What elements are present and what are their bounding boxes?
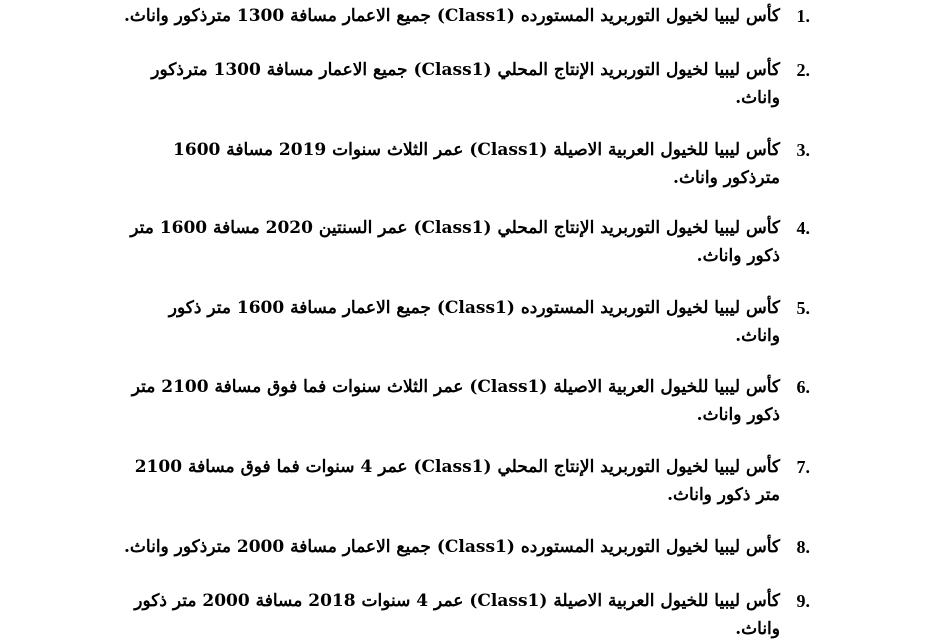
list-item [120,294,810,350]
list-item [120,453,810,509]
list-item [120,214,810,270]
list-item-text: كأس ليبيا لخيول التوربريد الإنتاج المحلي (Class1) عمر السنتين 2020 مسافة 1600 متر ذكور واناث. [130,218,780,266]
list-item [120,373,810,429]
list-item-number: 8. [796,537,810,557]
list-item-number: 6. [796,377,810,397]
list-item-number: 7. [796,457,810,477]
list-item-number: 1. [796,6,810,26]
list-item-number: 4. [796,218,810,238]
list-item-number: 2. [796,60,810,80]
list-item-text: كأس ليبيا لخيول التوربريد الإنتاج المحلي (Class1) عمر 4 سنوات فما فوق مسافة 2100 متر ذكور واناث. [134,457,780,505]
list-item-number: 9. [796,591,810,611]
list-item-text: كأس ليبيا لخيول التوربريد المستورده (Class1) جميع الاعمار مسافة 2000 مترذكور واناث. [123,537,780,557]
list-item-text: كأس ليبيا للخيول العربية الاصيلة (Class1) عمر الثلاث سنوات فما فوق مسافة 2100 متر ذكور واناث. [131,377,780,425]
list-item [120,2,810,30]
list-item [120,533,810,561]
list-item [120,587,810,643]
list-item-number: 5. [796,298,810,318]
list-item-text: كأس ليبيا لخيول التوربريد الإنتاج المحلي (Class1) جميع الاعمار مسافة 1300 مترذكور واناث. [151,60,780,108]
list-item-text: كأس ليبيا للخيول العربية الاصيلة (Class1) عمر 4 سنوات 2018 مسافة 2000 متر ذكور واناث. [134,591,780,639]
list-item-text: كأس ليبيا للخيول العربية الاصيلة (Class1) عمر الثلاث سنوات 2019 مسافة 1600 مترذكور واناث. [173,140,780,188]
list-item-text: كأس ليبيا لخيول التوربريد المستورده (Class1) جميع الاعمار مسافة 1600 متر ذكور واناث. [168,298,780,346]
list-item [120,136,810,192]
list-item-text: كأس ليبيا لخيول التوربريد المستورده (Class1) جميع الاعمار مسافة 1300 مترذكور واناث. [123,6,780,26]
list-item-number: 3. [796,140,810,160]
list-item [120,56,810,112]
